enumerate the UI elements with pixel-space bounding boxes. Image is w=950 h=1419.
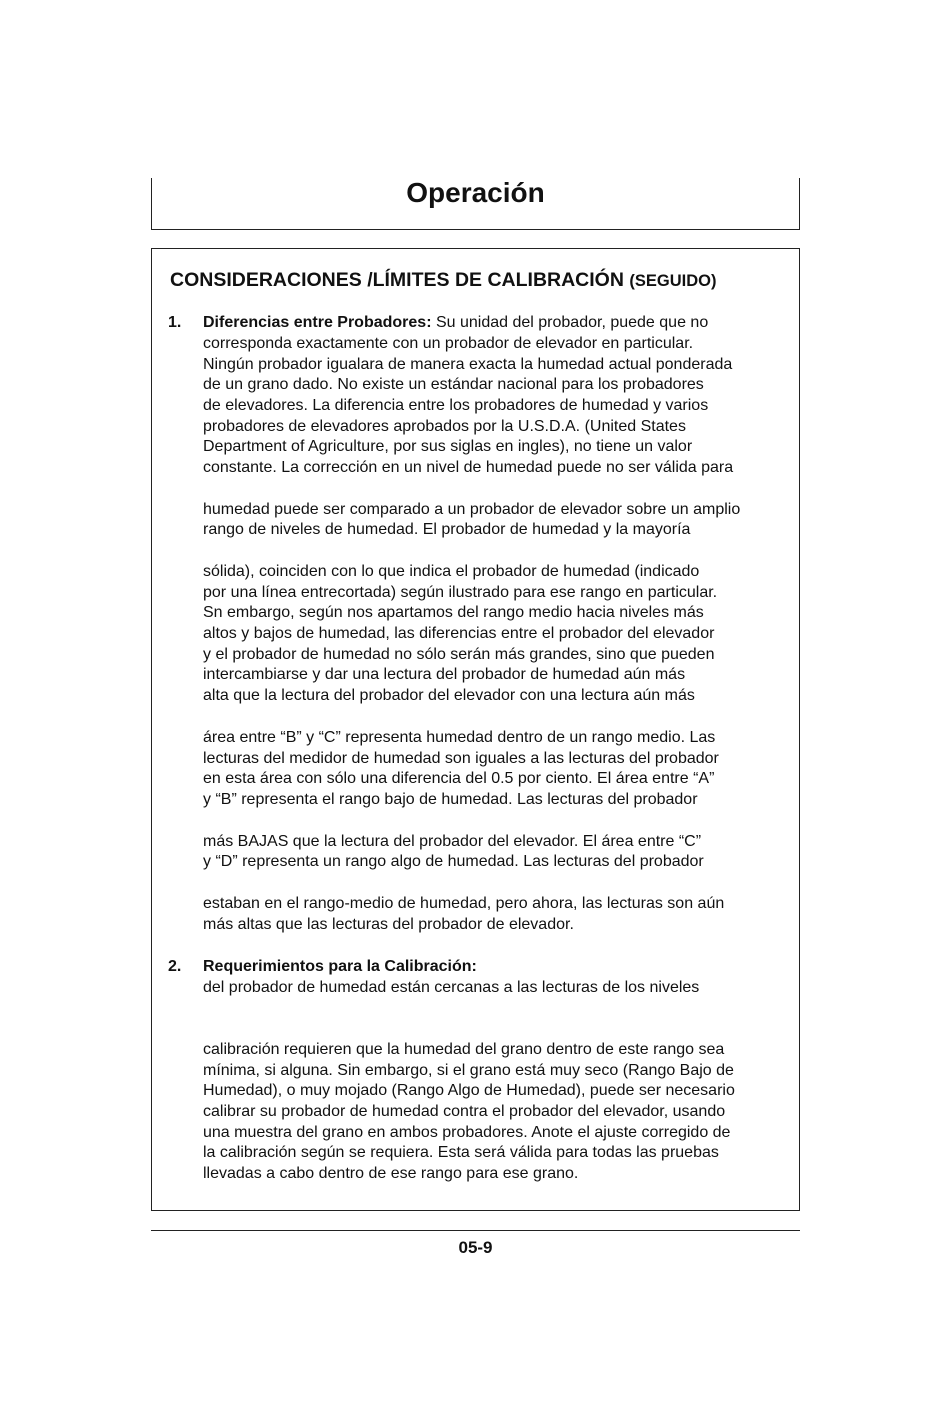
item-2-line: calibración requieren que la humedad del grano dentro de este rango sea <box>203 1041 725 1058</box>
item-1-line: probadores de elevadores aprobados por la U.S.D.A. (United States <box>203 418 686 435</box>
item-1-line: por una línea entrecortada) según ilustrado para ese rango en particular. <box>203 584 718 601</box>
item-1-line: y el probador de humedad no sólo serán más grandes, sino que pueden <box>203 646 715 663</box>
item-1-heading: Diferencias entre Probadores: <box>203 314 432 331</box>
item-1-line: estaban en el rango-medio de humedad, pero ahora, las lecturas son aún <box>203 895 725 912</box>
item-1-line-text: Su unidad del probador, puede que no <box>431 314 709 331</box>
item-1-line: humedad puede ser comparado a un probador de elevador sobre un amplio <box>203 501 741 518</box>
item-1-line: Ningún probador igualara de manera exacta la humedad actual ponderada <box>203 356 733 373</box>
item-1-line: en esta área con sólo una diferencia del 0.5 por ciento. El área entre “A” <box>203 770 715 787</box>
item-2-heading: Requerimientos para la Calibración: <box>203 958 477 975</box>
item-1-line: rango de niveles de humedad. El probador de humedad y la mayoría <box>203 521 691 538</box>
footer-divider <box>151 1230 800 1231</box>
item-2-line: llevadas a cabo dentro de ese rango para ese grano. <box>203 1165 579 1182</box>
item-2-line: Humedad), o muy mojado (Rango Algo de Humedad), puede ser necesario <box>203 1082 735 1099</box>
item-1-line: y “B” representa el rango bajo de humedad. Las lecturas del probador <box>203 791 698 808</box>
section-title <box>170 268 716 293</box>
item-2-line: mínima, si alguna. Sin embargo, si el grano está muy seco (Rango Bajo de <box>203 1062 734 1079</box>
item-1-line <box>203 313 708 333</box>
item-2-line <box>203 957 477 977</box>
item-2-number: 2. <box>168 958 182 975</box>
item-1-line: altos y bajos de humedad, las diferencias entre el probador del elevador <box>203 625 715 642</box>
item-1-line: más BAJAS que la lectura del probador del elevador. El área entre “C” <box>203 833 702 850</box>
item-2-line: la calibración según se requiera. Esta será válida para todas las pruebas <box>203 1144 719 1161</box>
section-title-text: CONSIDERACIONES /LÍMITES DE CALIBRACIÓN <box>170 269 624 291</box>
item-2-line: calibrar su probador de humedad contra el probador del elevador, usando <box>203 1103 726 1120</box>
item-1-line: sólida), coinciden con lo que indica el probador de humedad (indicado <box>203 563 700 580</box>
item-1-line: lecturas del medidor de humedad son iguales a las lecturas del probador <box>203 750 719 767</box>
item-1-line: área entre “B” y “C” representa humedad dentro de un rango medio. Las <box>203 729 716 746</box>
section-title-suffix: (SEGUIDO) <box>629 272 717 290</box>
item-1-line: alta que la lectura del probador del elevador con una lectura aún más <box>203 687 695 704</box>
item-1-line: más altas que las lecturas del probador de elevador. <box>203 916 574 933</box>
item-1-line: Sn embargo, según nos apartamos del rango medio hacia niveles más <box>203 604 704 621</box>
item-1-line: constante. La corrección en un nivel de humedad puede no ser válida para <box>203 459 734 476</box>
item-1-line: de un grano dado. No existe un estándar nacional para los probadores <box>203 376 704 393</box>
item-1-line: intercambiarse y dar una lectura del probador de humedad aún más <box>203 666 686 683</box>
item-1-line: Department of Agriculture, por sus siglas en ingles), no tiene un valor <box>203 438 693 455</box>
item-2-line: una muestra del grano en ambos probadores. Anote el ajuste corregido de <box>203 1124 731 1141</box>
item-2-line: del probador de humedad están cercanas a las lecturas de los niveles <box>203 979 700 996</box>
item-1-number: 1. <box>168 314 182 331</box>
page-title: Operación <box>406 177 545 208</box>
item-1-line: de elevadores. La diferencia entre los probadores de humedad y varios <box>203 397 709 414</box>
item-1-line: corresponda exactamente con un probador de elevador en particular. <box>203 335 694 352</box>
item-1-line: y “D” representa un rango algo de humedad. Las lecturas del probador <box>203 853 704 870</box>
page-number: 05-9 <box>458 1238 493 1257</box>
